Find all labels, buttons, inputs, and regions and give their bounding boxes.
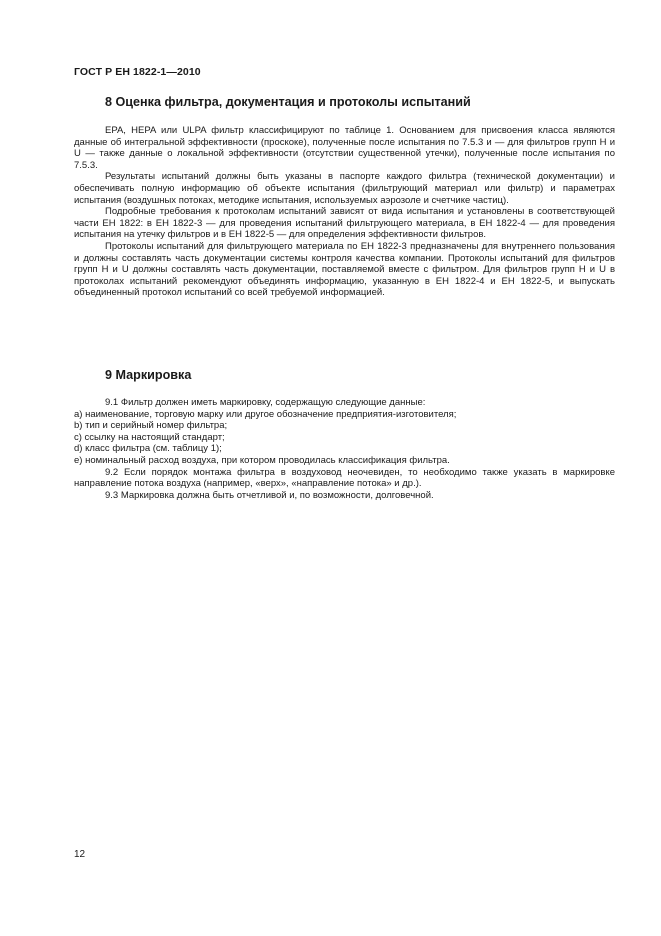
section-8-paragraph-1: EPA, HEPA или ULPA фильтр классифицируют по таблице 1. Основанием для присвоения класса являются данные об интегральной эффективности (проскоке), полученные после испытания по 7.5.3 и — для фильтров групп H и U — также данные о локальной эффективности (отсутствии существенной утечки), полученные после испытания по 7.5.3. bbox=[74, 125, 615, 171]
section-8-paragraph-2: Результаты испытаний должны быть указаны в паспорте каждого фильтра (технической документации) и обеспечивать полную информацию об объекте испытания (фильтрующий материал или фильтр) и параметрах испытания (воздушных потоках, методике испытания, используемых аэрозоле и счетчике частиц). bbox=[74, 171, 615, 206]
section-8-paragraph-4: Протоколы испытаний для фильтрующего материала по ЕН 1822-3 предназначены для внутреннего пользования и должны составлять часть документации системы контроля качества компании. Протоколы испытаний для фильтров групп H и U должны составлять часть документации, поставляемой вместе с фильтром. Для фильтров групп H и U в протоколах испытаний рекомендуют объединять информацию, указанную в ЕН 1822-4 и ЕН 1822-5, и выпускать объединенный протокол испытаний со всей требуемой информацией. bbox=[74, 240, 615, 299]
section-8-body bbox=[74, 125, 615, 299]
section-9-body bbox=[74, 397, 615, 501]
section-8-title: 8 Оценка фильтра, документация и протоколы испытаний bbox=[105, 95, 471, 109]
marking-item-e: e) номинальный расход воздуха, при котором проводилась классификация фильтра. bbox=[74, 454, 450, 466]
marking-item-d: d) класс фильтра (см. таблицу 1); bbox=[74, 443, 222, 455]
marking-item-a: a) наименование, торговую марку или другое обозначение предприятия-изготовителя; bbox=[74, 408, 457, 420]
marking-item-b: b) тип и серийный номер фильтра; bbox=[74, 420, 228, 432]
section-8-paragraph-3: Подробные требования к протоколам испытаний зависят от вида испытания и установлены в соответствующей части ЕН 1822: в ЕН 1822-3 — для проведения испытаний фильтрующего материала, в ЕН 1822-4 — для проведения испытания на утечку фильтров и в ЕН 1822-5 — для определения эффективности фильтров. bbox=[74, 206, 615, 241]
section-9-1-intro: 9.1 Фильтр должен иметь маркировку, содержащую следующие данные: bbox=[105, 397, 426, 408]
marking-item-c: c) ссылку на настоящий стандарт; bbox=[74, 431, 225, 443]
section-9-2-paragraph: 9.2 Если порядок монтажа фильтра в воздуховод неочевиден, то необходимо также указать в маркировке направление потока воздуха (например, «верх», «направление потока» и др.). bbox=[74, 466, 615, 490]
page-number: 12 bbox=[74, 849, 86, 860]
section-9-title: 9 Маркировка bbox=[105, 368, 192, 382]
section-9-3-paragraph: 9.3 Маркировка должна быть отчетливой и, по возможности, долговечной. bbox=[105, 489, 434, 501]
document-header: ГОСТ Р ЕН 1822-1—2010 bbox=[74, 66, 201, 78]
